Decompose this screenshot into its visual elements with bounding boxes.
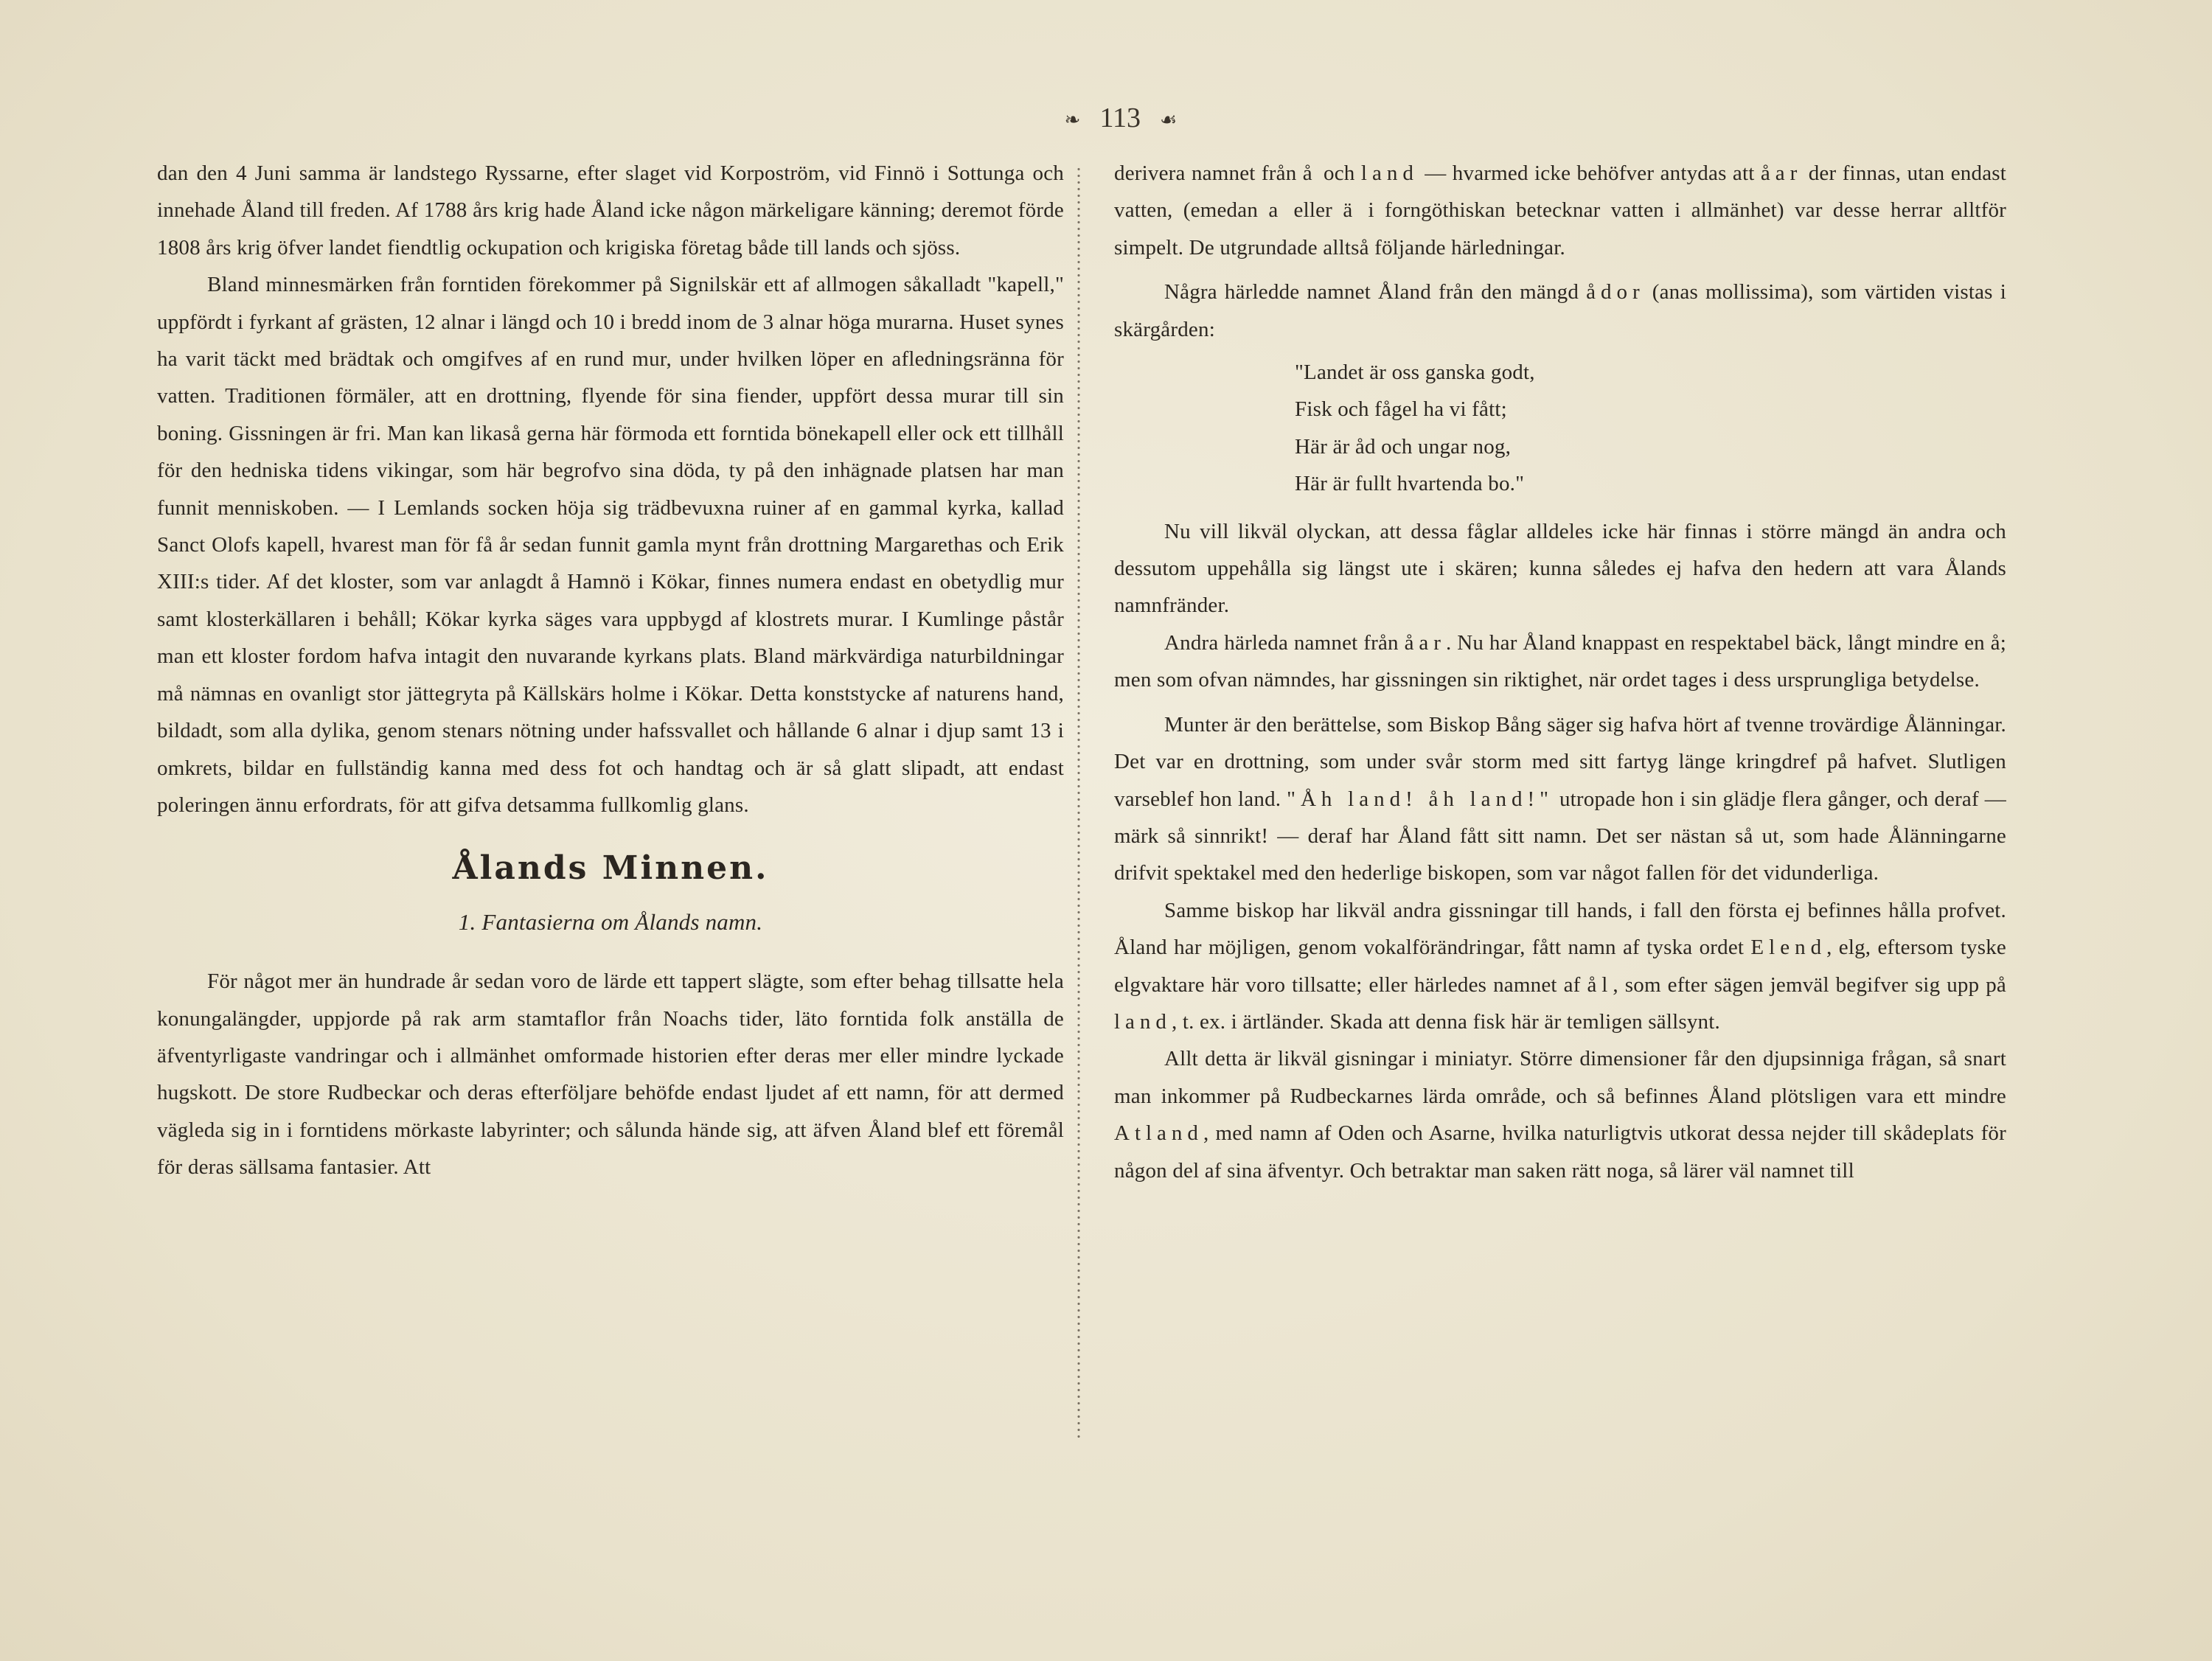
paragraph: Allt detta är likväl gisningar i miniatyr. Större dimensioner får den djupsinniga frågan, så snart man inkommer på Rudbeckarnes lärda område, och så befinnes Åland plötsligen vara ett mindre Atland, med namn af Oden och Asarne, hvilka naturligtvis utkorat dessa nejder till skådeplats för någon del af sina äfventyr. Och betraktar man saken rätt noga, så lärer väl namnet till bbox=[1114, 1047, 2006, 1183]
paragraph: Nu vill likväl olyckan, att dessa fåglar alldeles icke här finnas i större mängd än andra och dessutom uppehålla sig längst ute i skären; kunna således ej hafva den hedern att vara Ålands namnfränder. bbox=[1114, 519, 2006, 618]
paragraph: dan den 4 Juni samma är landstego Ryssarne, efter slaget vid Korpoström, vid Finnö i Sottunga och innehade Åland till freden. Af 1788 års krig hade Åland icke någon märkeligare känning; deremot förde 1808 års krig öfver landet fiendtlig ockupation och krigiska företag både till lands och sjöss. bbox=[157, 161, 1064, 260]
verse-line: Här är åd och ungar nog, bbox=[1295, 434, 1512, 459]
paragraph: Samme biskop har likväl andra gissningar till hands, i fall den första ej befinnes hålla profvet. Åland har möjligen, genom vokalförändringar, fått namn af tyska ordet Elend, elg, eftersom tyske elgvaktare här voro tillsatte; eller härledes namnet af ål, som efter sägen jemväl begifver sig upp på land, t. ex. i ärtländer. Skada att denna fisk här är temligen sällsynt. bbox=[1114, 898, 2006, 1034]
paragraph: Munter är den berättelse, som Biskop Bång säger sig hafva hört af tvenne trovärdige Ålänningar. Det var en drottning, som under svår storm med sitt fartyg länge kringdref på hafvet. Slutligen varseblef hon land. "Åh land! åh land!" utropade hon i sin glädje flera gånger, och deraf — märk så sinnrikt! — deraf har Åland fått sitt namn. Det ser nästan så ut, som hade Ålänningarne drifvit spektakel med den hederlige biskopen, som var något fallen för det vidunderliga. bbox=[1114, 712, 2006, 885]
paragraph: Några härledde namnet Åland från den mängd ådor (anas mollissima), som värtiden vistas i skärgården: bbox=[1114, 280, 2006, 341]
verse bbox=[1295, 354, 2006, 503]
subheading bbox=[157, 904, 1064, 941]
verse-line: "Landet är oss ganska godt, bbox=[1295, 361, 1535, 385]
paragraph: Andra härleda namnet från åar. Nu har Åland knappast en respektabel bäck, långt mindre en å; men som ofvan nämndes, har gissningen sin riktighet, när ordet tages i dess ursprungliga betydelse. bbox=[1114, 630, 2006, 692]
section-title: Ålands Minnen. bbox=[452, 849, 769, 888]
verse-line: Fisk och fågel ha vi fått; bbox=[1295, 397, 1507, 422]
left-column bbox=[157, 155, 1064, 1186]
page-header bbox=[951, 102, 1290, 134]
paragraph: derivera namnet från å och land — hvarmed icke behöfver antydas att åar der finnas, utan endast vatten, (emedan a eller ä i forngöthiskan betecknar vatten i allmänhet) var desse herrar alltför simpelt. De utgrundade alltså följande härledningar. bbox=[1114, 161, 2007, 260]
right-column bbox=[1114, 155, 2006, 1189]
column-divider bbox=[1076, 166, 1082, 1441]
page-number: 113 bbox=[1099, 102, 1141, 133]
verse-line: Här är fullt hvartenda bo." bbox=[1295, 472, 1525, 496]
left-ornament-icon: ❧ bbox=[1064, 109, 1081, 131]
subheading-number: 1. bbox=[458, 908, 476, 935]
paragraph: För något mer än hundrade år sedan voro de lärde ett tappert slägte, som efter behag tillsatte hela konungalängder, uppjorde på rak arm stamtaflor från Noachs tider, läto forntida folk anställa de äfventyrligaste vandringar och i allmänhet omformade historien efter deras mer eller mindre lyckade hugskott. De store Rudbeckar och deras efterföljare behöfde endast ljudet af ett namn, för att dermed vägleda sig in i forntidens mörkaste labyrinter; och sålunda hände sig, att äfven Åland blef ett föremål för deras sällsama fantasier. Att bbox=[157, 969, 1064, 1180]
subheading-text: Fantasierna om Ålands namn. bbox=[481, 908, 763, 935]
right-ornament-icon: ☙ bbox=[1160, 109, 1178, 131]
paragraph: Bland minnesmärken från forntiden förekommer på Signilskär ett af allmogen såkalladt "kapell," uppfördt i fyrkant af grästen, 12 alnar i längd och 10 i bredd inom de 3 alnar höga murarna. Huset synes ha varit täckt med brädtak och omgifves af en rund mur, under hvilken löper en afledningsränna för vatten. Traditionen förmäler, att en drottning, flyende för sina fiender, uppfört dessa murar till sin boning. Gissningen är fri. Man kan likaså gerna här förmoda ett forntida bönekapell eller ock ett tillhåll för den hedniska tidens vikingar, som här begrofvo sina döda, ty på den inhägnade platsen har man funnit menniskoben. — I Lemlands socken höja sig trädbevuxna ruiner af en gammal kyrka, kallad Sanct Olofs kapell, hvarest man för få år sedan funnit gamla mynt från drottning Margarethas och Erik XIII:s tider. Af det kloster, som var anlagdt å Hamnö i Kökar, finnes numera endast en obetydlig mur samt klosterkällaren i behåll; Kökar kyrka säges vara uppbygd af klostrets murar. I Kumlinge påstår man ett kloster fordom hafva intagit den nuvarande kyrkans plats. Bland märkvärdiga naturbildningar må nämnas en ovanligt stor jättegryta på Källskärs holme i Kökar. Detta konststycke af naturens hand, bildadt, som alla dylika, genom stenars nötning under hafssvallet och hållande 6 alnar i djup samt 13 i omkrets, bildar en fullständig kanna med dess fot och handtag och är så glatt slipadt, att endast poleringen ännu erfordrats, för att gifva detsamma fullkomlig glans. bbox=[157, 273, 1064, 817]
